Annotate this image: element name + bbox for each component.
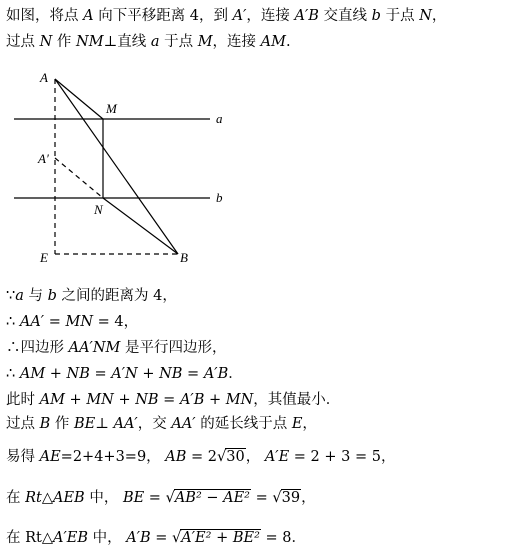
text-segment: N bbox=[39, 34, 53, 50]
text-segment: = 2 bbox=[186, 449, 218, 465]
text-segment: NB bbox=[159, 366, 183, 382]
text-segment: = 4， bbox=[93, 314, 139, 330]
label-E: E bbox=[40, 250, 48, 265]
solution-line-4 bbox=[6, 364, 243, 384]
text-segment: A′B bbox=[203, 366, 229, 382]
text-segment: = 2 + 3 = 5， bbox=[289, 449, 396, 465]
text-segment: b bbox=[47, 288, 57, 304]
text-segment: = bbox=[182, 366, 204, 382]
text-segment: = bbox=[150, 530, 173, 546]
text-segment: ⊥直线 bbox=[103, 34, 151, 50]
text-segment: AA′ bbox=[19, 314, 45, 330]
text-segment: A′B bbox=[294, 8, 319, 24]
text-segment: ⊥ bbox=[95, 416, 114, 432]
text-segment: A′E bbox=[264, 449, 290, 465]
text-segment: ， bbox=[431, 8, 447, 24]
radicand: A′E² + BE² bbox=[181, 530, 260, 546]
solution-line-3 bbox=[6, 338, 227, 358]
text-segment: A′B bbox=[179, 392, 205, 408]
text-segment: 交直线 bbox=[318, 8, 372, 24]
segment-NB bbox=[103, 198, 178, 254]
text-segment: + bbox=[45, 366, 67, 382]
text-segment: 作 bbox=[52, 34, 77, 50]
radical-sign: √ bbox=[217, 449, 227, 465]
text-segment: ，连接 bbox=[246, 8, 295, 24]
text-segment: = bbox=[89, 366, 112, 382]
text-segment: . bbox=[285, 34, 291, 50]
radical-sign: √ bbox=[172, 530, 182, 546]
text-segment: + bbox=[137, 366, 160, 382]
text-segment: ，其值最小． bbox=[253, 392, 341, 408]
text-segment: ，连接 bbox=[212, 34, 261, 50]
solution-line-6 bbox=[6, 414, 317, 434]
dashed-A-prime-N bbox=[55, 158, 103, 198]
text-segment: ， bbox=[245, 449, 265, 465]
text-segment: =2+4+3=9， bbox=[60, 449, 166, 465]
text-segment: NM bbox=[76, 34, 104, 50]
text-segment: A′B bbox=[126, 530, 151, 546]
text-segment: 易得 bbox=[6, 449, 40, 465]
text-segment: b bbox=[371, 8, 381, 24]
text-segment: 的延长线于点 bbox=[195, 416, 292, 432]
text-segment: AE bbox=[39, 449, 61, 465]
text-segment: 于点 bbox=[380, 8, 420, 24]
text-segment: ∵ bbox=[6, 288, 16, 304]
text-segment: 过点 bbox=[6, 416, 40, 432]
text-segment: + bbox=[204, 392, 226, 408]
text-segment: Rt△AEB bbox=[25, 490, 85, 506]
text-segment: 向下平移距离 4，到 bbox=[93, 8, 233, 24]
text-segment: 在 bbox=[6, 490, 26, 506]
text-segment: ，交 bbox=[137, 416, 172, 432]
text-segment: A′N bbox=[111, 366, 138, 382]
text-segment: MN bbox=[86, 392, 114, 408]
radicand: AB² − AE² bbox=[174, 490, 250, 506]
text-segment: = bbox=[251, 490, 273, 506]
text-segment: MN bbox=[225, 392, 254, 408]
text-segment: E bbox=[291, 416, 303, 432]
text-segment: NB bbox=[66, 366, 90, 382]
solution-line-5 bbox=[6, 390, 340, 410]
solution-line-8 bbox=[6, 488, 316, 508]
text-segment: ∴ bbox=[6, 366, 20, 382]
radical-sign: √ bbox=[165, 490, 175, 506]
text-segment: 过点 bbox=[6, 34, 40, 50]
text-segment: a bbox=[15, 288, 24, 304]
text-segment: AB bbox=[165, 449, 187, 465]
label-N: N bbox=[94, 202, 103, 217]
text-segment: AA′NM bbox=[68, 340, 121, 356]
text-segment: ∴四边形 bbox=[6, 340, 69, 356]
text-segment: AM bbox=[19, 366, 46, 382]
text-segment: = bbox=[158, 392, 180, 408]
text-segment: ， bbox=[301, 490, 316, 506]
text-segment: MN bbox=[65, 314, 94, 330]
text-segment: 中， bbox=[88, 530, 127, 546]
text-segment: = 8． bbox=[260, 530, 306, 546]
solution-line-7 bbox=[6, 447, 395, 467]
text-segment: a bbox=[150, 34, 160, 50]
text-segment: ， bbox=[302, 416, 317, 432]
radicand: 39 bbox=[281, 490, 301, 506]
text-segment: 之间的距离为 4， bbox=[56, 288, 177, 304]
text-segment: + bbox=[64, 392, 87, 408]
label-A-prime: A′ bbox=[38, 151, 49, 166]
text-segment: 在 Rt△ bbox=[6, 530, 54, 546]
text-segment: ． bbox=[228, 366, 243, 382]
geometry-figure bbox=[0, 60, 260, 270]
radicand: 30 bbox=[226, 449, 245, 465]
text-segment: AA′ bbox=[171, 416, 196, 432]
text-segment: A′EB bbox=[53, 530, 89, 546]
text-segment: A′ bbox=[232, 8, 247, 24]
text-segment: 作 bbox=[50, 416, 74, 432]
text-segment: B bbox=[39, 416, 51, 432]
text-segment: 中， bbox=[84, 490, 123, 506]
radical-sign: √ bbox=[272, 490, 282, 506]
text-segment: M bbox=[197, 34, 213, 50]
solution-line-2 bbox=[6, 312, 138, 332]
label-B: B bbox=[180, 250, 188, 265]
text-segment: 与 bbox=[23, 288, 48, 304]
text-segment: NB bbox=[135, 392, 159, 408]
text-segment: A bbox=[83, 8, 94, 24]
solution-line-9 bbox=[6, 528, 306, 548]
text-segment: 于点 bbox=[159, 34, 198, 50]
text-segment: 如图，将点 bbox=[6, 8, 84, 24]
label-A: A bbox=[40, 70, 48, 85]
text-segment: = bbox=[144, 490, 166, 506]
text-segment: BE bbox=[122, 490, 145, 506]
text-segment: BE bbox=[73, 416, 96, 432]
text-segment: N bbox=[419, 8, 432, 24]
text-segment: ∴ bbox=[6, 314, 20, 330]
text-segment: + bbox=[113, 392, 136, 408]
label-b: b bbox=[216, 190, 223, 205]
solution-line-1 bbox=[6, 286, 177, 306]
label-M: M bbox=[106, 101, 117, 116]
text-segment: AM bbox=[39, 392, 65, 408]
intro-line-1 bbox=[6, 6, 446, 26]
intro-line-2 bbox=[6, 32, 291, 52]
label-a: a bbox=[216, 111, 223, 126]
text-segment: 是平行四边形， bbox=[120, 340, 227, 356]
text-segment: = bbox=[44, 314, 66, 330]
text-segment: AA′ bbox=[113, 416, 138, 432]
text-segment: 此时 bbox=[6, 392, 40, 408]
text-segment: AM bbox=[260, 34, 286, 50]
